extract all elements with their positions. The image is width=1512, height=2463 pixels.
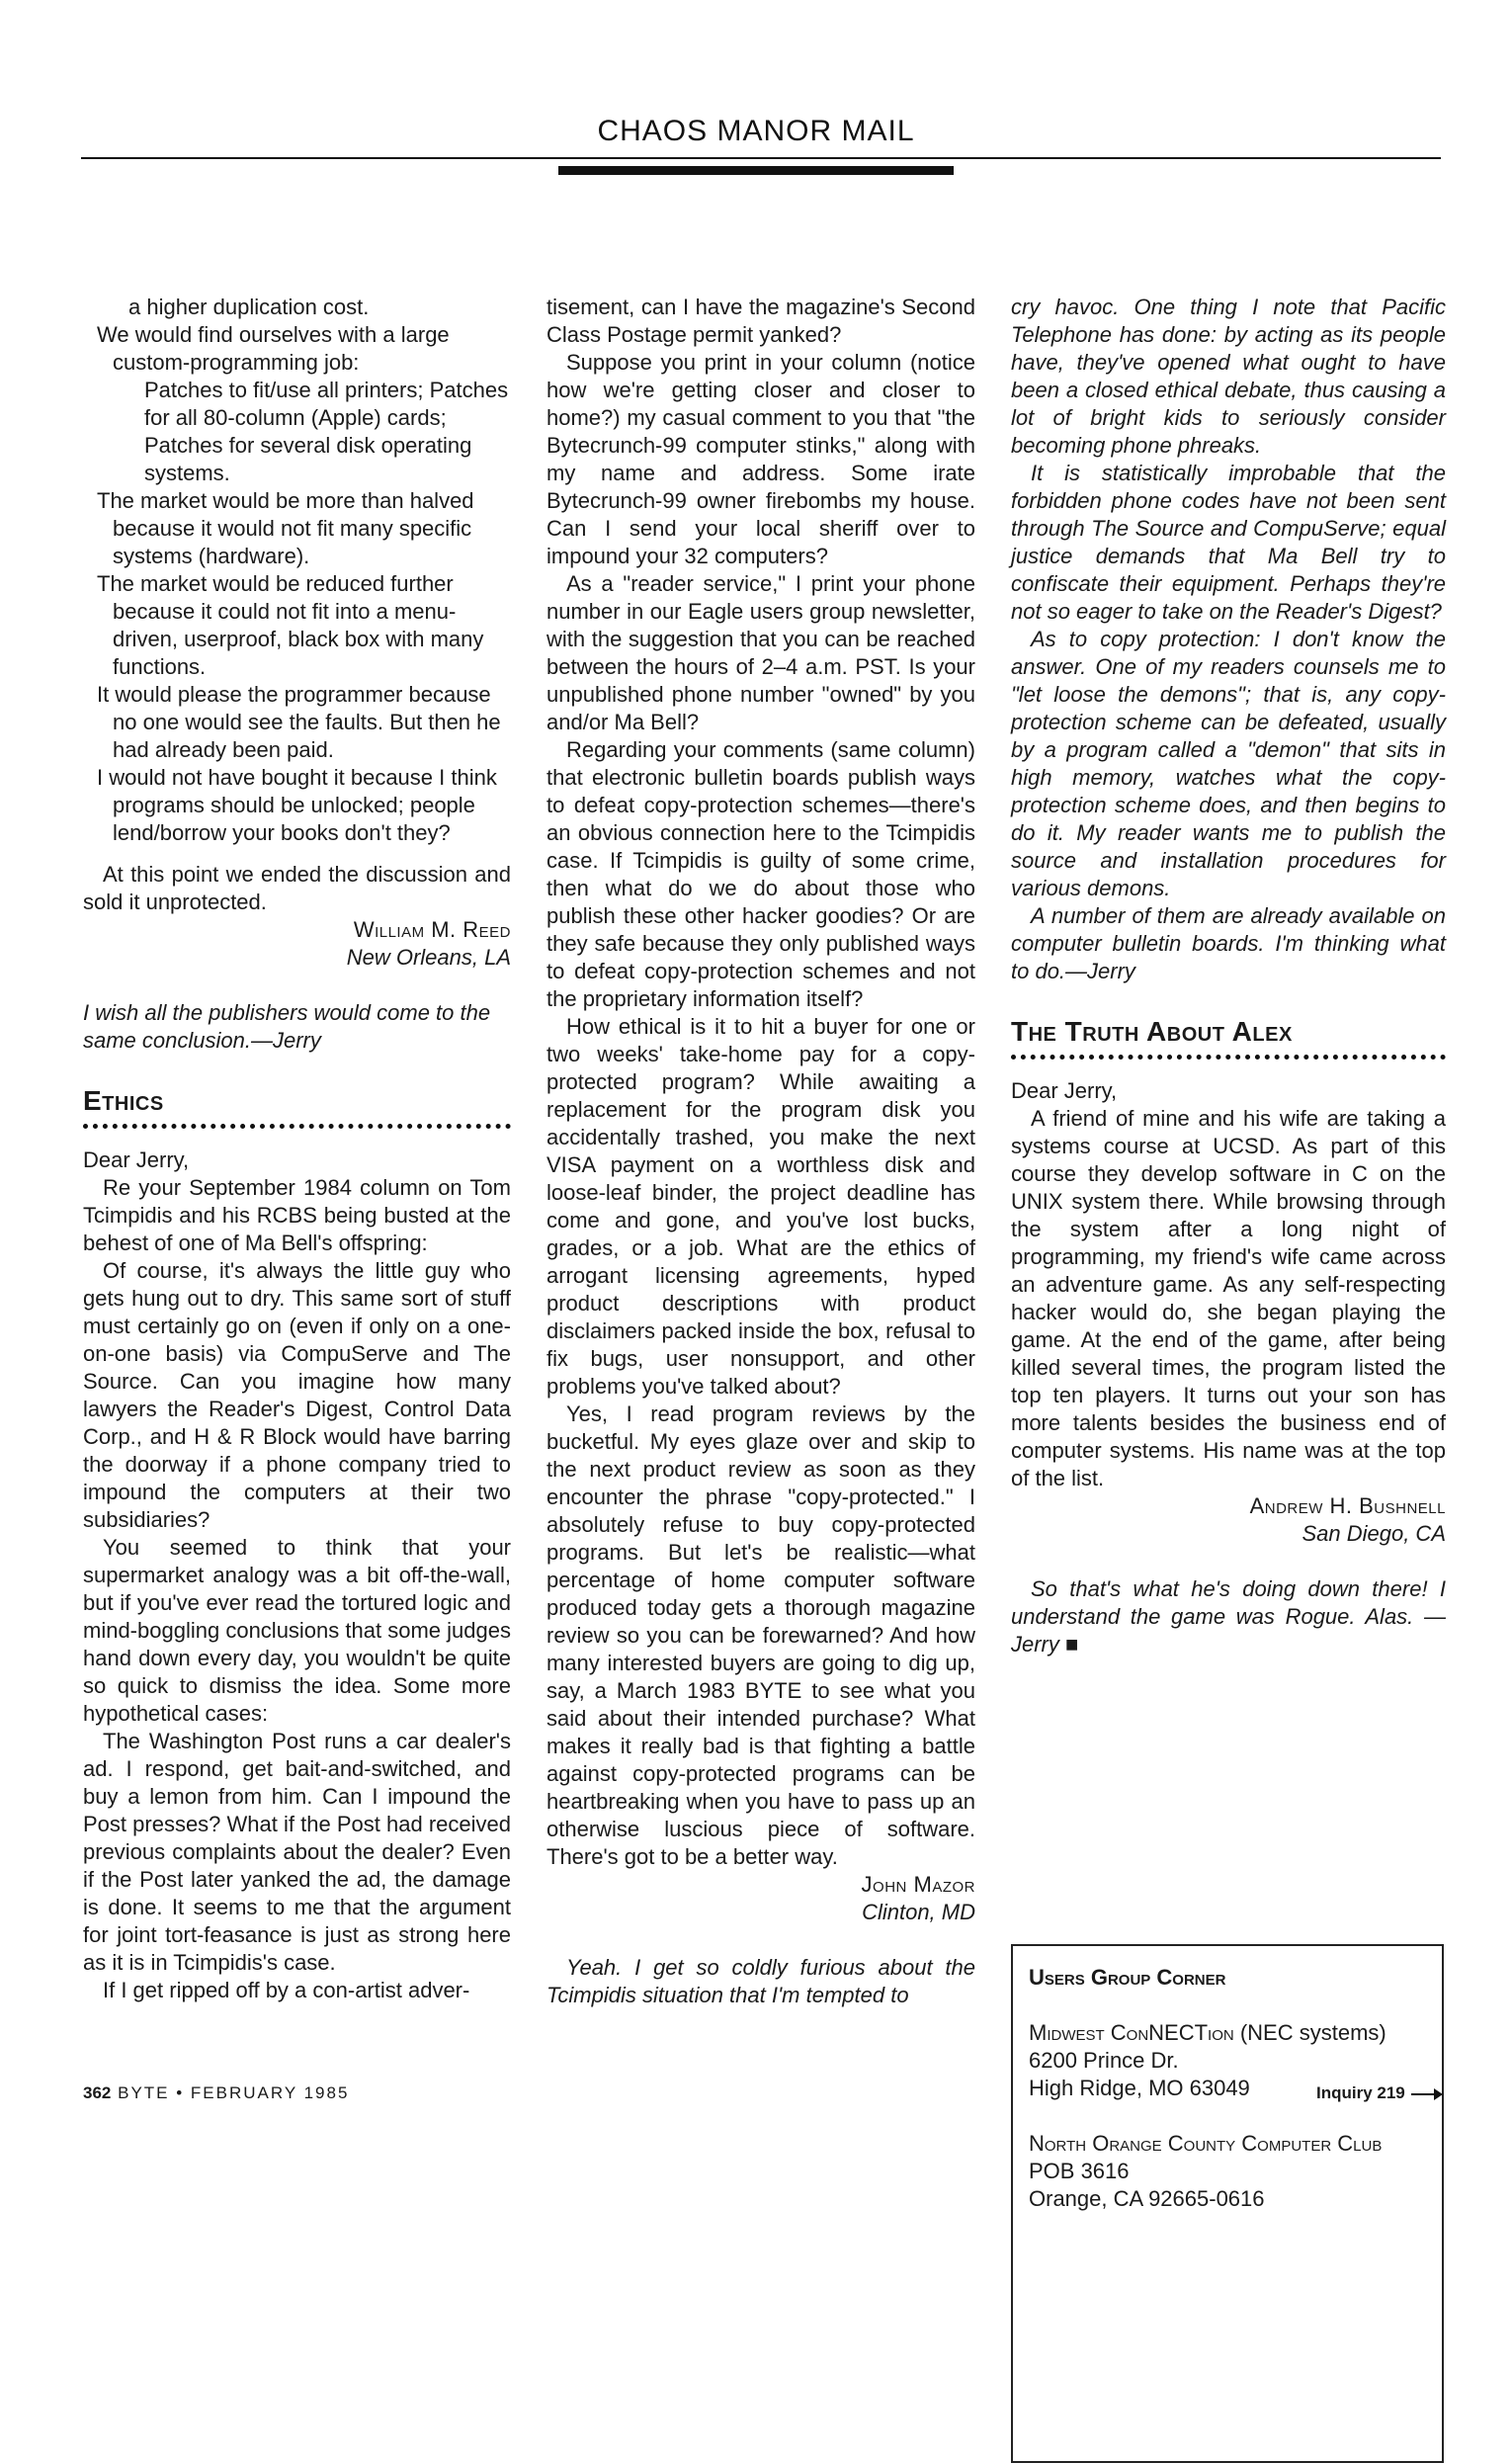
club-address-line: 6200 Prince Dr. bbox=[1029, 2048, 1179, 2073]
list-item: It would please the programmer because no one would see the faults. But then he had already been paid. bbox=[97, 682, 501, 762]
paragraph: Yes, I read program reviews by the bucketful. My eyes glaze over and skip to the next product review as soon as they encounter the phrase "copy-protected." I absolutely refuse to buy copy-protected programs. But let's be realistic—what percentage of home computer software produced today gets a thorough magazine review so you can be forewarned? And how many interested buyers are going to dig up, say, a March 1983 BYTE to see what you said about their intended purchase? What makes it really bad is that fighting a battle against copy-protected programs can be heartbreaking when you have to pass up an otherwise luscious piece of software. There's got to be a better way. bbox=[546, 1401, 975, 1869]
paragraph: The Washington Post runs a car dealer's ad. I respond, get bait-and-switched, and buy a lemon from him. Can I impound the Post presses? What if the Post had received previous complaints about the dealer? Even if the Post later yanked the ad, the damage is done. It seems to me that the argument for joint tort-feasance is just as strong here as it is in Tcimpidis's case. bbox=[83, 1729, 511, 1975]
signature-name: William M. Reed bbox=[353, 917, 511, 942]
club-name: Midwest ConNECTion bbox=[1029, 2020, 1234, 2045]
editor-reply: A number of them are already available on computer bulletin boards. I'm thinking what to do.—Jerry bbox=[1011, 903, 1446, 983]
section-heading-ethics: Ethics bbox=[83, 1085, 164, 1116]
signature-name: Andrew H. Bushnell bbox=[1249, 1493, 1446, 1518]
heading-dotted-rule bbox=[1011, 1055, 1446, 1067]
list-continuation: a higher duplication cost. bbox=[128, 295, 370, 319]
club-address-line: High Ridge, MO 63049 bbox=[1029, 2076, 1250, 2100]
column-2 bbox=[546, 294, 975, 2009]
users-group-corner-box bbox=[1011, 1944, 1444, 2463]
club-entry bbox=[1029, 2130, 1426, 2213]
paragraph: A friend of mine and his wife are taking a systems course at UCSD. As part of this course they develop software in C on the UNIX system there. While browsing through the system after a long night of programming, my friend's wife came across an adventure game. As any self-respecting hacker would do, she began playing the game. At the end of the game, after being killed several times, the program listed the top ten players. It turns out your son has more talents besides the business end of computer systems. His name was at the top of the list. bbox=[1011, 1106, 1446, 1490]
paragraph: Regarding your comments (same column) that electronic bulletin boards publish ways to defeat copy-protection schemes—there's an obvious connection here to the Tcimpidis case. If Tcimpidis is guilty of some crime, then what do we do about those who publish these other hacker goodies? Or are they safe because they only published ways to defeat copy-protection schemes and not the proprietary information itself? bbox=[546, 737, 975, 1011]
box-title: Users Group Corner bbox=[1029, 1965, 1226, 1990]
list-item: I would not have bought it because I think programs should be unlocked; people lend/borrow your books don't they? bbox=[97, 765, 497, 845]
paragraph: Re your September 1984 column on Tom Tcimpidis and his RCBS being busted at the behest of one of Ma Bell's offspring: bbox=[83, 1175, 511, 1255]
publication-info: BYTE • FEBRUARY 1985 bbox=[118, 2083, 350, 2102]
list-item: We would find ourselves with a large custom-programming job: bbox=[97, 322, 450, 375]
signature-name: John Mazor bbox=[861, 1872, 975, 1897]
paragraph: If I get ripped off by a con-artist adver- bbox=[103, 1978, 470, 2002]
paragraph: Of course, it's always the little guy who gets hung out to dry. This same sort of stuff must certainly go on (even if only on a one-on-one basis) via CompuServe and The Source. Can you imagine how many lawyers the Reader's Digest, Control Data Corp., and H & R Block would have barring the doorway if a phone company tried to impound the computers at their two subsidiaries? bbox=[83, 1258, 511, 1532]
page-number: 362 bbox=[83, 2083, 112, 2102]
club-name: North Orange County Computer Club bbox=[1029, 2131, 1383, 2156]
column-3 bbox=[1011, 294, 1446, 1658]
signature-place: San Diego, CA bbox=[1302, 1521, 1446, 1546]
paragraph: As a "reader service," I print your phone number in our Eagle users group newsletter, with the suggestion that you can be reached between the hours of 2–4 a.m. PST. Is your unpublished phone number "owned" by you and/or Ma Bell? bbox=[546, 571, 975, 734]
arrow-right-icon bbox=[1411, 2093, 1441, 2095]
letter-greeting: Dear Jerry, bbox=[83, 1147, 190, 1172]
list-item: The market would be more than halved because it would not fit many specific systems (hardware). bbox=[97, 488, 474, 568]
paragraph: Suppose you print in your column (notice how we're getting closer and closer to home?) my casual comment to you that "the Bytecrunch-99 computer stinks," along with my name and address. Some irate Bytecrunch-99 owner firebombs my house. Can I send your local sheriff over to impound your 32 computers? bbox=[546, 350, 975, 568]
inquiry-footer bbox=[1316, 2083, 1441, 2103]
editor-reply: cry havoc. One thing I note that Pacific Telephone has done: by acting as its people have, they've opened what ought to have been a closed ethical debate, thus causing a lot of bright kids to seriously consider becoming phone phreaks. bbox=[1011, 295, 1446, 458]
editor-reply: Yeah. I get so coldly furious about the Tcimpidis situation that I'm tempted to bbox=[546, 1955, 975, 2007]
editor-reply: So that's what he's doing down there! I understand the game was Rogue. Alas. —Jerry ■ bbox=[1011, 1576, 1446, 1656]
header-bar bbox=[558, 166, 954, 175]
header-rule bbox=[81, 157, 1441, 159]
paragraph: How ethical is it to hit a buyer for one or two weeks' take-home pay for a copy-protected program? While awaiting a replacement for the program disk you accidentally trashed, you make the next VISA payment on a worthless disk and loose-leaf binder, the project deadline has come and gone, and you've lost bucks, grades, or a job. What are the ethics of arrogant licensing agreements, hyped product descriptions with product disclaimers packed inside the box, refusal to fix bugs, user nonsupport, and other problems you've talked about? bbox=[546, 1014, 975, 1399]
closing-paragraph: At this point we ended the discussion and sold it unprotected. bbox=[83, 862, 511, 914]
club-address-line: POB 3616 bbox=[1029, 2159, 1130, 2183]
section-heading-alex: The Truth About Alex bbox=[1011, 1016, 1293, 1047]
list-subitems: Patches to fit/use all printers; Patches for all 80-column (Apple) cards; Patches for several disk operating systems. bbox=[144, 378, 509, 485]
inquiry-number: Inquiry 219 bbox=[1316, 2083, 1405, 2102]
paragraph: tisement, can I have the magazine's Second Class Postage permit yanked? bbox=[546, 295, 975, 347]
page-footer bbox=[83, 2083, 349, 2103]
club-address-line: Orange, CA 92665-0616 bbox=[1029, 2186, 1265, 2211]
editor-reply: As to copy protection: I don't know the answer. One of my readers counsels me to "let loose the demons"; that is, any copy-protection scheme can be defeated, usually by a program called a "demon" that sits in high memory, watches what the copy-protection scheme does, and then begins to do it. My reader wants me to publish the source and installation procedures for various demons. bbox=[1011, 627, 1446, 900]
column-1 bbox=[83, 294, 511, 2004]
signature-place: New Orleans, LA bbox=[346, 945, 511, 970]
letter-greeting: Dear Jerry, bbox=[1011, 1078, 1118, 1103]
club-note: (NEC systems) bbox=[1239, 2020, 1386, 2045]
editor-reply: I wish all the publishers would come to the same conclusion.—Jerry bbox=[83, 1000, 491, 1053]
heading-dotted-rule bbox=[83, 1124, 511, 1137]
signature-place: Clinton, MD bbox=[862, 1900, 975, 1924]
list-item: The market would be reduced further because it could not fit into a menu-driven, userproof, black box with many functions. bbox=[97, 571, 484, 679]
editor-reply: It is statistically improbable that the forbidden phone codes have not been sent through The Source and CompuServe; equal justice demands that Ma Bell try to confiscate their equipment. Perhaps they're not so eager to take on the Reader's Digest? bbox=[1011, 461, 1446, 624]
page-header-title: CHAOS MANOR MAIL bbox=[597, 115, 915, 147]
paragraph: You seemed to think that your supermarket analogy was a bit off-the-wall, but if you've ever read the tortured logic and mind-boggling conclusions that some judges hand down every day, you wouldn't be quite so quick to dismiss the idea. Some more hypothetical cases: bbox=[83, 1535, 511, 1726]
